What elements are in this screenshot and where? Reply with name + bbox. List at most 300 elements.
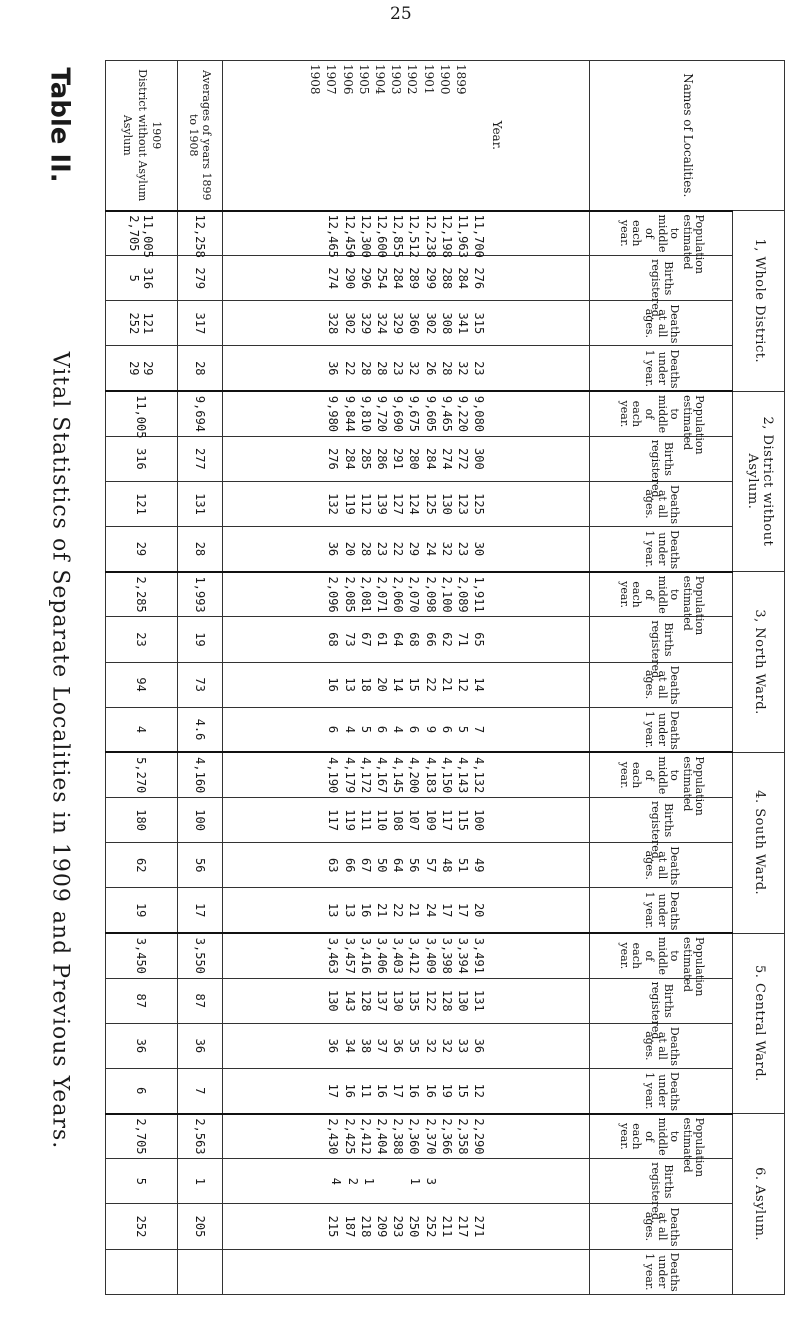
- cell-asylum-deaths: 293: [391, 1215, 406, 1238]
- cell-without-deaths: 125: [472, 493, 487, 515]
- vital-statistics-table: [105, 60, 785, 1295]
- locality-header-without-asylum: 2, District without Asylum.: [733, 391, 785, 572]
- cell-without-births: 285: [358, 448, 373, 470]
- table-label: Table II.: [45, 67, 75, 183]
- year-cell: 1904: [373, 64, 388, 95]
- cell-whole-population: 11,963: [455, 214, 470, 258]
- cell-asylum-population: 2,366: [439, 1118, 454, 1155]
- cell-whole-population: 12,855: [391, 214, 406, 258]
- cell-whole-deaths: 329: [391, 312, 406, 335]
- value-1909-without-population: 11,005: [106, 391, 178, 436]
- cell-south-population: 4,200: [407, 757, 422, 794]
- cell-asylum-infant-deaths: [361, 1253, 376, 1291]
- cell-asylum-infant-deaths: [331, 1253, 346, 1291]
- cell-whole-deaths: 308: [439, 312, 454, 335]
- page-number: 25: [390, 4, 412, 24]
- cell-asylum-infant-deaths: [421, 1253, 436, 1291]
- average-asylum-births: 1: [178, 1159, 223, 1204]
- cell-without-deaths: 125: [423, 493, 438, 515]
- locality-header-asylum: 6. Asylum.: [733, 1114, 785, 1295]
- cell-without-deaths: 124: [407, 493, 422, 515]
- cell-asylum-births: [469, 1162, 484, 1200]
- cell-central-births: 143: [342, 989, 357, 1012]
- cell-without-births: 272: [455, 448, 470, 470]
- cell-whole-births: 288: [439, 267, 454, 290]
- cell-without-deaths: 127: [391, 493, 406, 515]
- cell-central-infant-deaths: 19: [439, 1083, 454, 1099]
- cell-north-infant-deaths: 5: [358, 725, 373, 734]
- cell-north-deaths: 22: [423, 677, 438, 692]
- cell-south-population: 4,172: [358, 757, 373, 794]
- yearly-central-infant-deaths: [223, 1068, 589, 1113]
- subheader-north-infant-deaths: Deaths under 1 year.: [589, 707, 733, 752]
- cell-south-deaths: 49: [472, 858, 487, 873]
- cell-central-population: 3,409: [423, 937, 438, 974]
- cell-north-population: 2,081: [358, 576, 373, 613]
- cell-without-births: 291: [391, 448, 406, 470]
- averages-row: [178, 61, 223, 1295]
- cell-asylum-population: 2,430: [326, 1118, 341, 1155]
- cell-asylum-infant-deaths: [346, 1253, 361, 1291]
- cell-asylum-births: [454, 1162, 469, 1200]
- cell-central-population: 3,406: [375, 937, 390, 974]
- cell-central-deaths: 36: [391, 1038, 406, 1054]
- row-1909-without-label: District without Asylum: [135, 69, 149, 202]
- yearly-without-deaths: [223, 481, 589, 526]
- cell-central-population: 3,457: [342, 937, 357, 974]
- cell-asylum-population: 2,404: [375, 1118, 390, 1155]
- cell-central-deaths: 34: [342, 1038, 357, 1054]
- value-1909-without-asylum: 121: [141, 312, 156, 335]
- subheader-south-deaths: Deaths at all ages.: [589, 843, 733, 888]
- cell-south-deaths: 66: [342, 858, 357, 873]
- value-1909-south-deaths: 62: [106, 843, 178, 888]
- cell-asylum-infant-deaths: [391, 1253, 406, 1291]
- average-whole-deaths: 317: [178, 301, 223, 346]
- cell-without-population: 9,605: [423, 395, 438, 433]
- cell-without-deaths: 119: [342, 493, 357, 515]
- year-list: [307, 64, 469, 207]
- cell-without-births: 280: [407, 448, 422, 470]
- yearly-whole-births: [223, 256, 589, 301]
- cell-asylum-population: 2,425: [342, 1118, 357, 1155]
- cell-south-population: 4,190: [326, 757, 341, 794]
- value-1909-asylum: 5: [127, 274, 142, 282]
- cell-north-infant-deaths: 9: [423, 725, 438, 734]
- average-central-births: 87: [178, 978, 223, 1023]
- cell-north-deaths: 20: [375, 677, 390, 692]
- cell-asylum-deaths: 250: [407, 1215, 422, 1238]
- cell-north-births: 66: [423, 632, 438, 647]
- locality-header-south: 4. South Ward.: [733, 752, 785, 933]
- cell-asylum-deaths: 252: [423, 1215, 438, 1238]
- cell-without-infant-deaths: 23: [375, 541, 390, 557]
- subheader-without-population: Population estimated to middle of each year.: [589, 391, 733, 436]
- cell-central-births: 122: [423, 989, 438, 1012]
- cell-whole-population: 12,600: [375, 214, 390, 258]
- year-cell: 1906: [340, 64, 355, 95]
- subheader-whole-population: Population estimated to middle of each year.: [589, 211, 733, 256]
- year-cell: 1903: [389, 64, 404, 95]
- cell-asylum-births: 2: [345, 1177, 360, 1185]
- cell-south-infant-deaths: 13: [342, 902, 357, 918]
- cell-whole-infant-deaths: 36: [326, 361, 341, 376]
- subheader-without-infant-deaths: Deaths under 1 year.: [589, 527, 733, 572]
- subheader-central-infant-deaths: Deaths under 1 year.: [589, 1068, 733, 1113]
- cell-asylum-deaths: 218: [358, 1215, 373, 1238]
- cell-north-deaths: 21: [439, 677, 454, 692]
- cell-asylum-population: 2,412: [358, 1118, 373, 1155]
- average-central-population: 3,550: [178, 933, 223, 978]
- cell-asylum-infant-deaths: [466, 1253, 481, 1291]
- cell-whole-infant-deaths: 23: [391, 361, 406, 376]
- cell-central-population: 3,403: [391, 937, 406, 974]
- cell-asylum-infant-deaths: [406, 1253, 421, 1291]
- cell-whole-population: 12,512: [407, 214, 422, 258]
- cell-north-infant-deaths: 6: [407, 725, 422, 734]
- cell-north-infant-deaths: 7: [472, 725, 487, 734]
- subheader-without-births: Births registered.: [589, 436, 733, 481]
- cell-whole-births: 254: [375, 267, 390, 290]
- subheader-asylum-infant-deaths: Deaths under 1 year.: [589, 1249, 733, 1294]
- yearly-north-births: [223, 617, 589, 662]
- year-cell: 1905: [356, 64, 371, 95]
- cell-south-deaths: 67: [358, 858, 373, 873]
- cell-central-population: 3,412: [407, 937, 422, 974]
- value-1909-north-infant-deaths: 4: [106, 707, 178, 752]
- yearly-without-births: [223, 436, 589, 481]
- value-1909-south-infant-deaths: 19: [106, 888, 178, 933]
- subheader-central-population: Population estimated to middle of each year.: [589, 933, 733, 978]
- cell-south-population: 4,167: [375, 757, 390, 794]
- cell-asylum-population: 2,358: [455, 1118, 470, 1155]
- cell-whole-deaths: 302: [342, 312, 357, 335]
- cell-whole-infant-deaths: 23: [472, 361, 487, 376]
- year-cell: 1900: [437, 64, 452, 95]
- value-1909-whole-deaths: [106, 301, 178, 346]
- cell-north-births: 62: [439, 632, 454, 647]
- value-1909-asylum-births: 5: [106, 1159, 178, 1204]
- cell-central-infant-deaths: 11: [358, 1083, 373, 1099]
- subheader-central-births: Births registered.: [589, 978, 733, 1023]
- cell-without-population: 9,080: [472, 395, 487, 433]
- column-subheaders: [589, 61, 733, 1295]
- cell-without-births: 300: [472, 448, 487, 470]
- cell-whole-population: 12,465: [326, 214, 341, 258]
- cell-north-births: 73: [342, 632, 357, 647]
- cell-whole-deaths: 328: [326, 312, 341, 335]
- cell-south-births: 111: [358, 809, 373, 831]
- yearly-north-population: [223, 572, 589, 617]
- cell-south-births: 119: [342, 809, 357, 831]
- cell-south-population: 4,145: [391, 757, 406, 794]
- cell-central-infant-deaths: 12: [472, 1083, 487, 1099]
- subheader-north-deaths: Deaths at all ages.: [589, 662, 733, 707]
- cell-central-infant-deaths: 16: [407, 1083, 422, 1099]
- cell-central-deaths: 38: [358, 1038, 373, 1054]
- cell-central-births: 130: [455, 989, 470, 1012]
- average-without-population: 9,694: [178, 391, 223, 436]
- cell-north-infant-deaths: 4: [342, 725, 357, 734]
- average-asylum-population: 2,563: [178, 1114, 223, 1159]
- yearly-central-deaths: [223, 1023, 589, 1068]
- cell-south-deaths: 63: [326, 858, 341, 873]
- value-1909-asylum: 252: [127, 312, 142, 335]
- cell-south-births: 115: [455, 809, 470, 831]
- cell-south-births: 110: [375, 809, 390, 831]
- average-whole-infant-deaths: 28: [178, 346, 223, 391]
- cell-central-infant-deaths: 16: [342, 1083, 357, 1099]
- value-1909-whole-infant-deaths: [106, 346, 178, 391]
- cell-central-births: 130: [391, 989, 406, 1012]
- cell-without-births: 284: [342, 448, 357, 470]
- cell-without-infant-deaths: 22: [391, 541, 406, 557]
- cell-asylum-deaths: 211: [439, 1215, 454, 1238]
- cell-central-deaths: 32: [439, 1038, 454, 1054]
- cell-north-births: 64: [391, 632, 406, 647]
- cell-south-births: 117: [439, 809, 454, 831]
- cell-asylum-deaths: 271: [472, 1215, 487, 1238]
- value-1909-asylum: 29: [127, 361, 142, 376]
- cell-north-deaths: 13: [342, 677, 357, 692]
- subheader-central-deaths: Deaths at all ages.: [589, 1023, 733, 1068]
- yearly-north-deaths: [223, 662, 589, 707]
- cell-south-deaths: 51: [455, 858, 470, 873]
- cell-south-infant-deaths: 20: [472, 902, 487, 918]
- value-1909-without-asylum: 11,005: [141, 214, 156, 258]
- cell-without-deaths: 130: [439, 493, 454, 515]
- cell-south-population: 4,183: [423, 757, 438, 794]
- cell-without-population: 9,465: [439, 395, 454, 433]
- yearly-south-deaths: [223, 843, 589, 888]
- cell-north-deaths: 18: [358, 677, 373, 692]
- value-1909-without-births: 316: [106, 436, 178, 481]
- cell-north-population: 1,911: [472, 576, 487, 613]
- cell-whole-deaths: 329: [358, 312, 373, 335]
- cell-central-infant-deaths: 17: [391, 1083, 406, 1099]
- locality-header-whole: 1, Whole District.: [733, 211, 785, 392]
- value-1909-asylum-infant-deaths: [106, 1249, 178, 1294]
- cell-asylum-infant-deaths: [436, 1253, 451, 1291]
- cell-central-population: 3,463: [326, 937, 341, 974]
- value-1909-south-births: 180: [106, 798, 178, 843]
- value-1909-whole-births: [106, 256, 178, 301]
- average-north-births: 19: [178, 617, 223, 662]
- yearly-south-infant-deaths: [223, 888, 589, 933]
- cell-south-infant-deaths: 17: [455, 902, 470, 918]
- average-north-deaths: 73: [178, 662, 223, 707]
- cell-asylum-births: 1: [361, 1177, 376, 1185]
- cell-central-population: 3,491: [472, 937, 487, 974]
- year-cell: 1901: [421, 64, 436, 95]
- cell-north-births: 68: [407, 632, 422, 647]
- cell-central-infant-deaths: 16: [423, 1083, 438, 1099]
- cell-south-infant-deaths: 21: [375, 902, 390, 918]
- cell-whole-population: 12,198: [439, 214, 454, 258]
- cell-south-births: 100: [472, 809, 487, 831]
- cell-south-deaths: 50: [375, 858, 390, 873]
- cell-whole-population: 12,300: [358, 214, 373, 258]
- cell-without-population: 9,720: [375, 395, 390, 433]
- yearly-asylum-infant-deaths: [223, 1249, 589, 1294]
- subheader-south-infant-deaths: Deaths under 1 year.: [589, 888, 733, 933]
- value-1909-north-births: 23: [106, 617, 178, 662]
- average-north-population: 1,993: [178, 572, 223, 617]
- cell-without-population: 9,980: [326, 395, 341, 433]
- yearly-without-infant-deaths: [223, 527, 589, 572]
- years-data-row: [223, 61, 589, 1295]
- average-central-deaths: 36: [178, 1023, 223, 1068]
- average-south-deaths: 56: [178, 843, 223, 888]
- average-central-infant-deaths: 7: [178, 1068, 223, 1113]
- cell-south-population: 4,179: [342, 757, 357, 794]
- average-south-infant-deaths: 17: [178, 888, 223, 933]
- cell-north-deaths: 16: [326, 677, 341, 692]
- subheader-whole-deaths: Deaths at all ages.: [589, 301, 733, 346]
- cell-north-infant-deaths: 5: [455, 725, 470, 734]
- value-1909-north-population: 2,285: [106, 572, 178, 617]
- cell-without-infant-deaths: 23: [455, 541, 470, 557]
- subheader-south-births: Births registered.: [589, 798, 733, 843]
- cell-without-births: 284: [423, 448, 438, 470]
- yearly-central-population: [223, 933, 589, 978]
- cell-north-population: 2,060: [391, 576, 406, 613]
- cell-north-births: 61: [375, 632, 390, 647]
- cell-whole-population: 11,700: [472, 214, 487, 258]
- rotated-table: [105, 60, 785, 1295]
- average-whole-births: 279: [178, 256, 223, 301]
- subheader-without-deaths: Deaths at all ages.: [589, 481, 733, 526]
- yearly-south-births: [223, 798, 589, 843]
- cell-south-infant-deaths: 22: [391, 902, 406, 918]
- cell-whole-births: 296: [358, 267, 373, 290]
- subheader-whole-infant-deaths: Deaths under 1 year.: [589, 346, 733, 391]
- cell-north-births: 65: [472, 632, 487, 647]
- cell-south-population: 4,132: [472, 757, 487, 794]
- table-title-block: [40, 67, 80, 1300]
- locality-header-central: 5. Central Ward.: [733, 933, 785, 1114]
- average-asylum-infant-deaths: [178, 1249, 223, 1294]
- cell-central-births: 128: [439, 989, 454, 1012]
- year-cell: 1902: [405, 64, 420, 95]
- cell-whole-infant-deaths: 26: [423, 361, 438, 376]
- cell-south-births: 107: [407, 809, 422, 831]
- cell-asylum-births: 4: [329, 1177, 344, 1185]
- yearly-central-births: [223, 978, 589, 1023]
- cell-asylum-births: [392, 1162, 407, 1200]
- cell-central-births: 135: [407, 989, 422, 1012]
- cell-without-births: 274: [439, 448, 454, 470]
- value-1909-without-deaths: 121: [106, 481, 178, 526]
- value-1909-south-population: 5,270: [106, 752, 178, 797]
- average-south-population: 4,160: [178, 752, 223, 797]
- cell-central-deaths: 36: [472, 1038, 487, 1054]
- cell-north-population: 2,085: [342, 576, 357, 613]
- cell-south-deaths: 48: [439, 858, 454, 873]
- cell-asylum-deaths: 187: [342, 1215, 357, 1238]
- cell-north-infant-deaths: 6: [439, 725, 454, 734]
- cell-whole-births: 276: [472, 267, 487, 290]
- cell-central-population: 3,416: [358, 937, 373, 974]
- average-south-births: 100: [178, 798, 223, 843]
- cell-south-births: 117: [326, 809, 341, 831]
- cell-without-births: 286: [375, 448, 390, 470]
- row-1909-year: 1909: [149, 121, 163, 150]
- cell-south-births: 108: [391, 809, 406, 831]
- cell-north-deaths: 15: [407, 677, 422, 692]
- cell-whole-infant-deaths: 32: [455, 361, 470, 376]
- cell-asylum-births: 3: [424, 1177, 439, 1185]
- subheader-north-population: Population estimated to middle of each year.: [589, 572, 733, 617]
- subheader-asylum-deaths: Deaths at all ages.: [589, 1204, 733, 1249]
- cell-south-deaths: 64: [391, 858, 406, 873]
- average-north-infant-deaths: 4.6: [178, 707, 223, 752]
- cell-south-births: 109: [423, 809, 438, 831]
- cell-whole-population: 12,238: [423, 214, 438, 258]
- cell-north-deaths: 12: [455, 677, 470, 692]
- cell-whole-deaths: 324: [375, 312, 390, 335]
- cell-whole-deaths: 302: [423, 312, 438, 335]
- value-1909-central-population: 3,450: [106, 933, 178, 978]
- cell-without-population: 9,675: [407, 395, 422, 433]
- cell-whole-births: 299: [423, 267, 438, 290]
- cell-central-deaths: 35: [407, 1038, 422, 1054]
- cell-central-infant-deaths: 16: [375, 1083, 390, 1099]
- cell-without-deaths: 139: [375, 493, 390, 515]
- cell-without-infant-deaths: 30: [472, 541, 487, 557]
- average-whole-population: 12,258: [178, 211, 223, 256]
- averages-label: Averages of years 1899 to 1908: [178, 61, 223, 211]
- cell-whole-births: 284: [391, 267, 406, 290]
- subheader-asylum-population: Population estimated to middle of each year.: [589, 1114, 733, 1159]
- cell-central-deaths: 32: [423, 1038, 438, 1054]
- cell-asylum-births: [439, 1162, 454, 1200]
- cell-north-population: 2,100: [439, 576, 454, 613]
- subheader-north-births: Births registered.: [589, 617, 733, 662]
- yearly-asylum-population: [223, 1114, 589, 1159]
- cell-whole-infant-deaths: 32: [407, 361, 422, 376]
- yearly-whole-population: [223, 211, 589, 256]
- yearly-north-infant-deaths: [223, 707, 589, 752]
- cell-south-population: 4,143: [455, 757, 470, 794]
- year-cell: 1907: [324, 64, 339, 95]
- yearly-without-population: [223, 391, 589, 436]
- cell-north-deaths: 14: [391, 677, 406, 692]
- cell-north-births: 71: [455, 632, 470, 647]
- cell-central-population: 3,394: [455, 937, 470, 974]
- cell-north-infant-deaths: 6: [326, 725, 341, 734]
- table-title: Vital Statistics of Separate Localities in 1909 and Previous Years.: [47, 351, 73, 1149]
- cell-north-population: 2,071: [375, 576, 390, 613]
- cell-whole-deaths: 315: [472, 312, 487, 335]
- value-1909-central-births: 87: [106, 978, 178, 1023]
- cell-whole-deaths: 360: [407, 312, 422, 335]
- cell-whole-population: 12,450: [342, 214, 357, 258]
- cell-whole-deaths: 341: [455, 312, 470, 335]
- cell-central-infant-deaths: 15: [455, 1083, 470, 1099]
- cell-without-infant-deaths: 28: [358, 541, 373, 557]
- value-1909-asylum-deaths: 252: [106, 1204, 178, 1249]
- cell-asylum-infant-deaths: [451, 1253, 466, 1291]
- yearly-asylum-births: [223, 1159, 589, 1204]
- value-1909-central-infant-deaths: 6: [106, 1068, 178, 1113]
- cell-without-infant-deaths: 36: [326, 541, 341, 557]
- row-1909: [106, 61, 178, 1295]
- cell-without-population: 9,690: [391, 395, 406, 433]
- cell-asylum-infant-deaths: [376, 1253, 391, 1291]
- cell-whole-births: 290: [342, 267, 357, 290]
- cell-without-infant-deaths: 29: [407, 541, 422, 557]
